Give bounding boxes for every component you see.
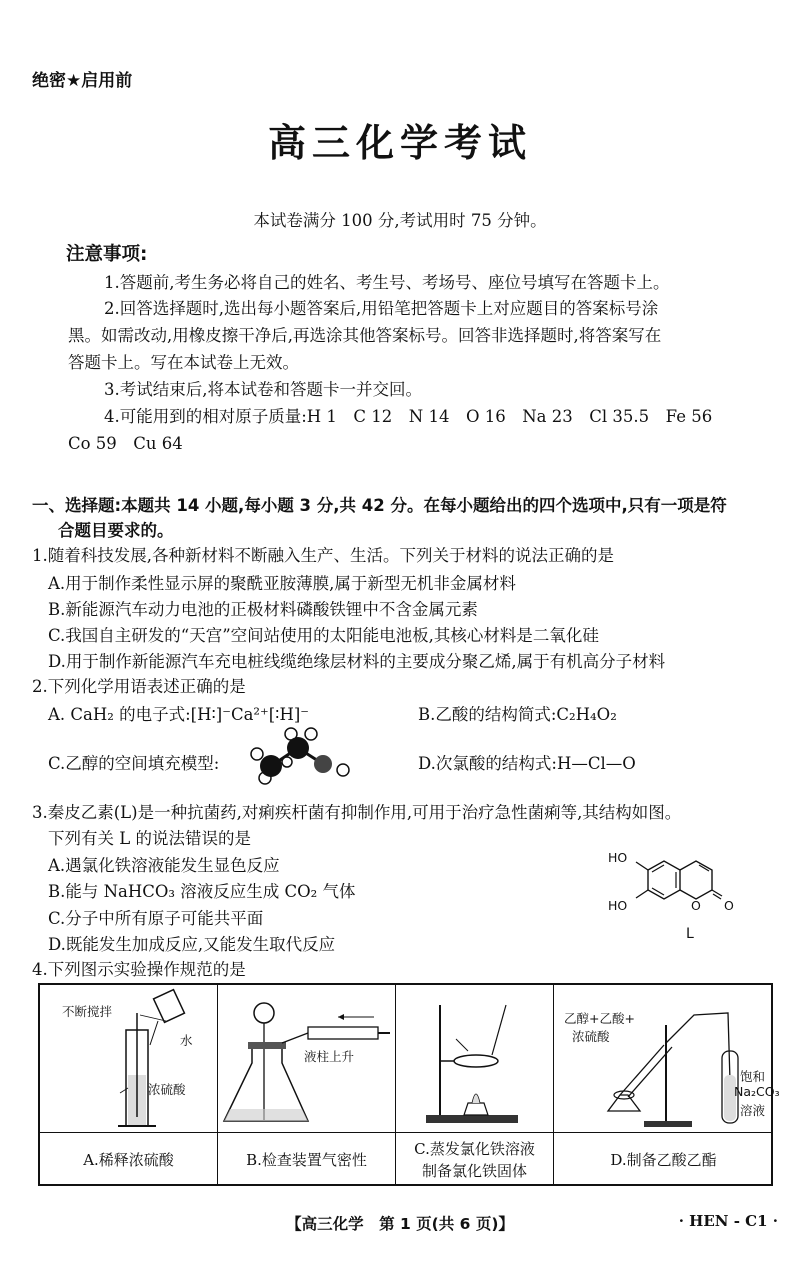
q1-option-b: B.新能源汽车动力电池的正极材料磷酸铁锂中不含金属元素 <box>48 600 478 619</box>
q3-option-b: B.能与 NaHCO₃ 溶液反应生成 CO₂ 气体 <box>48 882 356 901</box>
caption-b: B.检查装置气密性 <box>218 1133 396 1186</box>
section-heading-line2: 合题目要求的。 <box>58 521 174 540</box>
figure-c-evaporation <box>396 985 554 1132</box>
q3-option-a: A.遇氯化铁溶液能发生显色反应 <box>48 856 280 875</box>
q2-option-a: A. CaH₂ 的电子式:[H∶]⁻Ca²⁺[∶H]⁻ <box>48 705 309 724</box>
q1-option-d: D.用于制作新能源汽车充电桩线缆绝缘层材料的主要成分聚乙烯,属于有机高分子材料 <box>48 652 666 671</box>
q1-stem: 1.随着科技发展,各种新材料不断融入生产、生活。下列关于材料的说法正确的是 <box>32 546 614 565</box>
label-conc-acid: 浓硫酸 <box>148 1082 186 1097</box>
q4-stem: 4.下列图示实验操作规范的是 <box>32 960 246 979</box>
notice-line-3: 黑。如需改动,用橡皮擦干净后,再选涂其他答案标号。回答非选择题时,将答案写在 <box>68 326 662 345</box>
confidential-mark: 绝密★启用前 <box>32 71 133 91</box>
label-reagents-1: 乙醇+乙酸+ <box>564 1011 635 1026</box>
figure-a-dilute-acid <box>40 985 218 1132</box>
figure-d-ester <box>554 985 780 1132</box>
label-reagents-2: 浓硫酸 <box>572 1029 610 1044</box>
structure-carbonyl-o: O <box>724 898 734 913</box>
exam-title: 高三化学考试 <box>267 121 532 165</box>
label-saturated: 饱和 <box>740 1069 766 1084</box>
paper-code: · HEN - C1 · <box>678 1212 778 1230</box>
notice-line-4: 答题卡上。写在本试卷上无效。 <box>68 353 299 372</box>
q2-option-d: D.次氯酸的结构式:H—Cl—O <box>418 754 636 773</box>
notice-line-5: 3.考试结束后,将本试卷和答题卡一并交回。 <box>104 380 422 399</box>
caption-c-line1: C.蒸发氯化铁溶液 <box>414 1139 535 1158</box>
structure-ho-top: HO <box>608 850 628 865</box>
label-liquid-rise: 液柱上升 <box>304 1049 355 1064</box>
notice-line-2: 2.回答选择题时,选出每小题答案后,用铅笔把答题卡上对应题目的答案标号涂 <box>104 299 659 318</box>
esculetin-structure <box>600 846 750 948</box>
figure-b-airtightness <box>218 985 396 1132</box>
notice-line-1: 1.答题前,考生务必将自己的姓名、考生号、考场号、座位号填写在答题卡上。 <box>104 273 670 292</box>
q3-option-c: C.分子中所有原子可能共平面 <box>48 909 264 928</box>
exam-subtitle: 本试卷满分 100 分,考试用时 75 分钟。 <box>253 211 547 230</box>
caption-d: D.制备乙酸乙酯 <box>610 1150 717 1169</box>
q3-stem-1: 3.秦皮乙素(L)是一种抗菌药,对痢疾杆菌有抑制作用,可用于治疗急性菌痢等,其结构如图。 <box>32 803 682 822</box>
q2-option-b: B.乙酸的结构简式:C₂H₄O₂ <box>418 705 617 724</box>
notice-heading: 注意事项: <box>66 244 148 265</box>
q1-option-a: A.用于制作柔性显示屏的聚酰亚胺薄膜,属于新型无机非金属材料 <box>48 574 516 593</box>
q2-option-c: C.乙醇的空间填充模型: <box>48 754 220 773</box>
notice-line-6: 4.可能用到的相对原子质量:H 1 C 12 N 14 O 16 Na 23 Cl 35.5 Fe 56 <box>104 407 713 426</box>
q2-stem: 2.下列化学用语表述正确的是 <box>32 677 246 696</box>
caption-c <box>396 1133 554 1186</box>
label-water: 水 <box>180 1033 193 1048</box>
structure-ring-o: O <box>691 898 701 913</box>
notice-line-7: Co 59 Cu 64 <box>68 434 183 453</box>
caption-c-line2: 制备氯化铁固体 <box>421 1161 527 1180</box>
q1-option-c: C.我国自主研发的“天宫”空间站使用的太阳能电池板,其核心材料是二氧化硅 <box>48 626 599 645</box>
q4-figure-table <box>38 983 780 1186</box>
section-heading-line1: 一、选择题:本题共 14 小题,每小题 3 分,共 42 分。在每小题给出的四个选项中,只有一项是符 <box>32 496 727 515</box>
q3-option-d: D.既能发生加成反应,又能发生取代反应 <box>48 935 336 954</box>
caption-a: A.稀释浓硫酸 <box>40 1133 218 1186</box>
structure-ho-bottom: HO <box>608 898 628 913</box>
label-na2co3: Na₂CO₃ <box>734 1084 780 1099</box>
q3-stem-2: 下列有关 L 的说法错误的是 <box>48 829 251 848</box>
label-stir: 不断搅拌 <box>62 1004 113 1019</box>
page-footer: 【高三化学 第 1 页(共 6 页)】 <box>286 1215 514 1233</box>
ethanol-space-filling-model <box>243 726 353 790</box>
structure-name: L <box>686 926 694 942</box>
label-solution: 溶液 <box>740 1103 766 1118</box>
